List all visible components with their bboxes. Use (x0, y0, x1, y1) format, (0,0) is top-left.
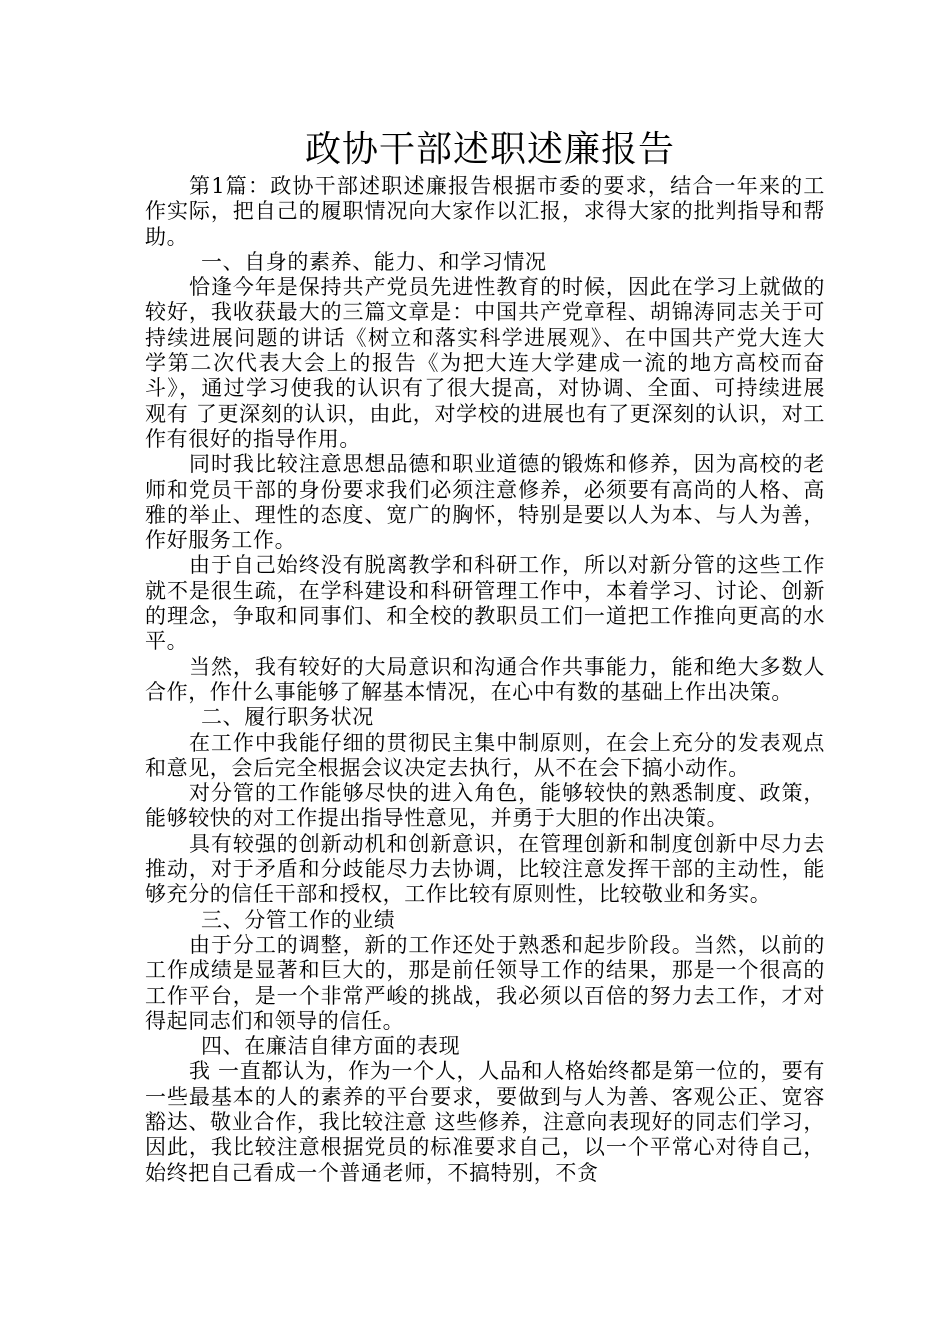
body-paragraph: 由于分工的调整，新的工作还处于熟悉和起步阶段。当然，以前的工作成绩是显著和巨大的，那是前任领导工作的结果，那是一个很高的工作平台，是一个非常严峻的挑战，我必须以百倍的努力去工作，才对得起同志们和领导的信任。 (145, 932, 825, 1033)
document-page (145, 128, 825, 1186)
body-paragraph: 恰逢今年是保持共产党员先进性教育的时候，因此在学习上就做的较好，我收获最大的三篇文章是：中国共产党章程、胡锦涛同志关于可持续进展问题的讲话《树立和落实科学进展观》、在中国共产党大连大学第二次代表大会上的报告《为把大连大学建成一流的地方高校而奋斗》，通过学习使我的认识有了很大提高，对协调、全面、可持续进展观有 了更深刻的认识，由此，对学校的进展也有了更深刻的认识，对工作有很好的指导作用。 (145, 275, 825, 451)
section-heading-2: 二、履行职务状况 (201, 705, 374, 730)
body-paragraph: 当然，我有较好的大局意识和沟通合作共事能力，能和绝大多数人合作，作什么事能够了解基本情况，在心中有数的基础上作出决策。 (145, 654, 825, 704)
section-heading-4: 四、在廉洁自律方面的表现 (201, 1034, 461, 1059)
body-paragraph: 由于自己始终没有脱离教学和科研工作，所以对新分管的这些工作就不是很生疏，在学科建设和科研管理工作中，本着学习、讨论、创新的理念，争取和同事们、和全校的教职员工们一道把工作推向更高的水平。 (145, 553, 825, 654)
body-paragraph: 对分管的工作能够尽快的进入角色，能够较快的熟悉制度、政策，能够较快的对工作提出指导性意见，并勇于大胆的作出决策。 (145, 781, 825, 831)
body-paragraph: 我 一直都认为，作为一个人，人品和人格始终都是第一位的，要有一些最基本的人的素养的平台要求，要做到与人为善、客观公正、宽容豁达、敬业合作，我比较注意 这些修养，注意向表现好的同志们学习，因此，我比较注意根据党员的标准要求自己，以一个平常心对待自己，始终把自己看成一个普通老师，不搞特别，不贪 (145, 1059, 825, 1185)
body-paragraph: 具有较强的创新动机和创新意识，在管理创新和制度创新中尽力去推动，对于矛盾和分歧能尽力去协调，比较注意发挥干部的主动性，能够充分的信任干部和授权，工作比较有原则性，比较敬业和务实。 (145, 831, 825, 907)
section-heading-1: 一、自身的素养、能力、和学习情况 (201, 249, 547, 274)
document-title: 政协干部述职述廉报告 (304, 129, 675, 170)
body-paragraph: 同时我比较注意思想品德和职业道德的锻炼和修养，因为高校的老师和党员干部的身份要求我们必须注意修养，必须要有高尚的人格、高雅的举止、理性的态度、宽广的胸怀，特别是要以人为本、与人为善，作好服务工作。 (145, 452, 825, 553)
body-paragraph: 在工作中我能仔细的贯彻民主集中制原则，在会上充分的发表观点和意见，会后完全根据会议决定去执行，从不在会下搞小动作。 (145, 730, 825, 780)
section-heading-3: 三、分管工作的业绩 (201, 907, 396, 932)
intro-paragraph: 第1篇：政协干部述职述廉报告根据市委的要求，结合一年来的工作实际，把自己的履职情况向大家作以汇报，求得大家的批判指导和帮助。 (145, 174, 825, 249)
